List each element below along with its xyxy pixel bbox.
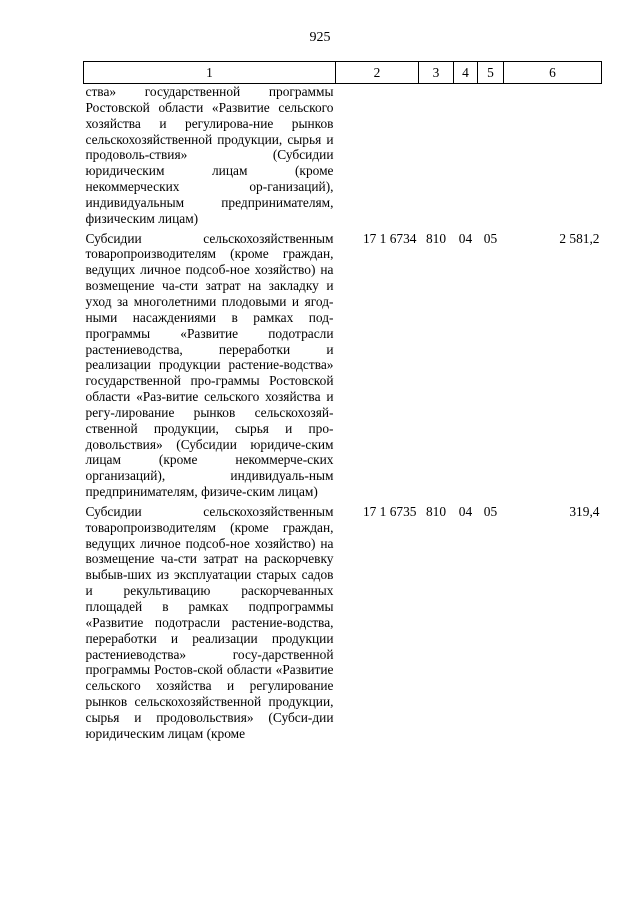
row-subsection: 05 [483,230,498,246]
row-target-code: 17 1 6735 [362,503,417,519]
table-row [84,500,602,742]
row-target-code [336,84,419,227]
row-subsection: 05 [483,503,498,519]
row-expense-type [419,84,454,227]
table-row [84,227,602,500]
row-subsection [478,84,504,227]
column-header-2: 2 [336,62,419,84]
column-header-3: 3 [419,62,454,84]
row-expense-type: 810 [425,503,447,519]
table-header-row [84,62,602,84]
row-amount: 2 581,2 [559,230,600,246]
page-number: 925 [309,30,331,45]
row-amount: 319,4 [569,503,600,519]
row-amount [504,84,602,227]
column-header-4: 4 [454,62,478,84]
column-header-1: 1 [84,62,336,84]
row-target-code: 17 1 6734 [362,230,417,246]
column-header-6: 6 [504,62,602,84]
row-description: Субсидии сельскохозяйственным товаропроизводителям (кроме граждан, ведущих личное подсоб-ное хозяйство) на возмещение ча-сти затрат на раскорчевку выбыв-ших из эксплуатации старых садов и рекультивацию раскорчеванных площадей в рамках подпрограммы «Развитие подотрасли растение-водства, переработки и реализации продукции растениеводства» госу-дарственной программы Ростов-ской области «Развитие сельского хозяйства и регулирование рынков сельскохозяйственной продукции, сырья и продовольствия» (Субси-дии юридическим лицам (кроме [85,503,334,741]
row-section [454,84,478,227]
row-section: 04 [458,230,473,246]
row-description: Субсидии сельскохозяйственным товаропроизводителям (кроме граждан, ведущих личное подсоб-ное хозяйство) на возмещение ча-сти затрат на закладку и уход за многолетними плодовыми и ягод-ными насаждениями в рамках под-программы «Развитие подотрасли растениеводства, переработки и реализации продукции растение-водства» государственной про-граммы Ростовской области «Раз-витие сельского хозяйства и регу-лирование рынков сельскохозяй-ственной продукции, сырья и про-довольствия» (Субсидии юридиче-ским лицам (кроме некоммерче-ских организаций), индивидуаль-ным предпринимателям, физиче-ским лицам) [85,230,334,500]
budget-table [83,61,602,742]
table-row [84,84,602,227]
row-description: ства» государственной программы Ростовской области «Развитие сельского хозяйства и регулирова-ние рынков сельскохозяйственной продукции, сырья и продоволь-ствия» (Субсидии юридическим лицам (кроме некоммерческих ор-ганизаций), индивидуальным предпринимателям, физическим лицам) [85,84,334,226]
row-expense-type: 810 [425,230,447,246]
row-section: 04 [458,503,473,519]
column-header-5: 5 [478,62,504,84]
